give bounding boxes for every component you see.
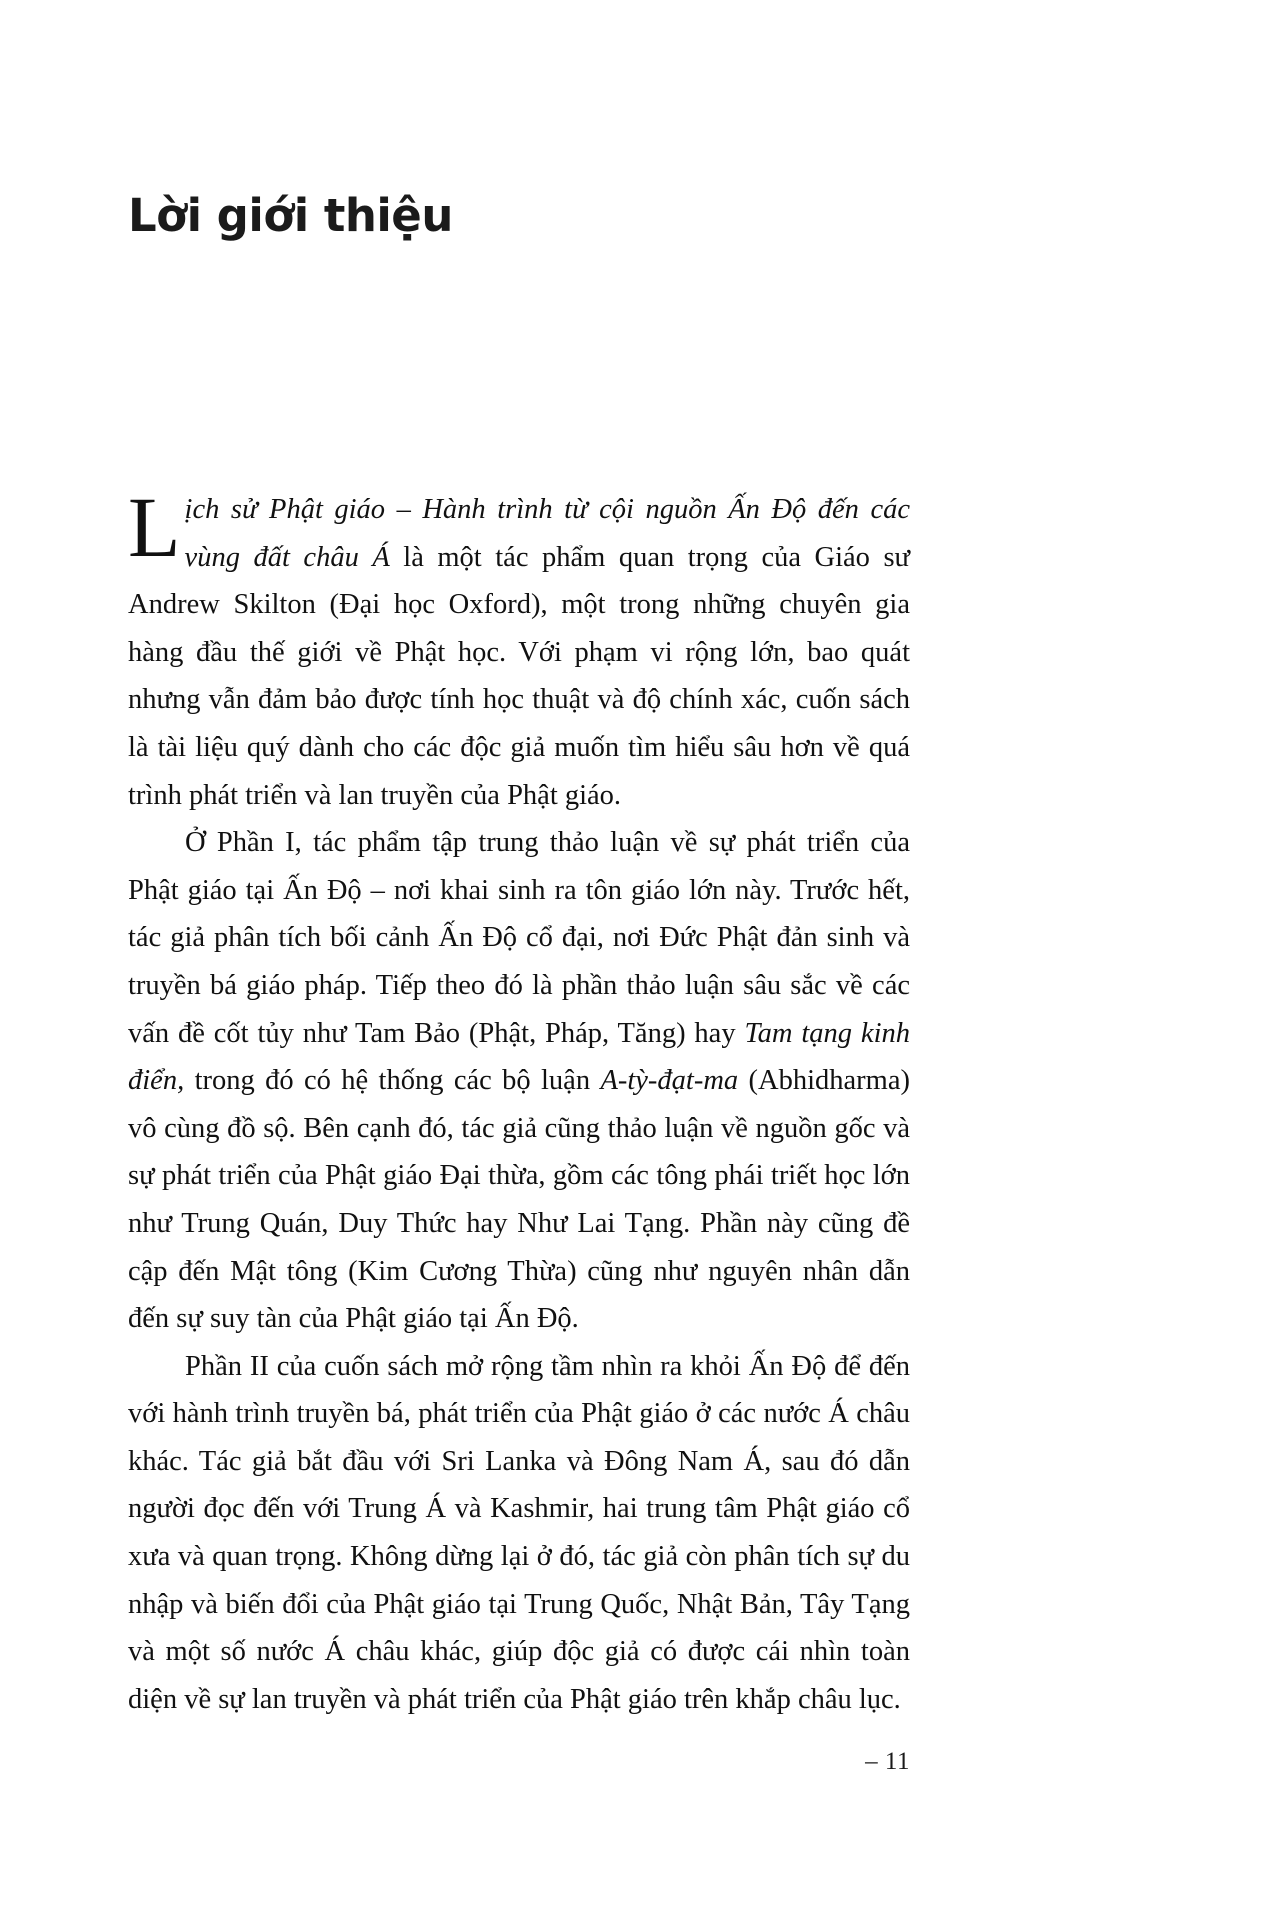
paragraph-2-segment-2: trong đó có hệ thống các bộ luận: [184, 1065, 601, 1097]
paragraph-2-italic-a-ty-dat-ma: A-tỳ-đạt-ma: [600, 1065, 739, 1097]
paragraph-2-segment-3: (Abhidharma) vô cùng đồ sộ. Bên cạnh đó, tác giả cũng thảo luận về nguồn gốc và sự phát triển của Phật giáo Đại thừa, gồm các tông phái triết học lớn như Trung Quán, Duy Thức hay Như Lai Tạng. Phần này cũng đề cập đến Mật tông (Kim Cương Thừa) cũng như nguyên nhân dẫn đến sự suy tàn của Phật giáo tại Ấn Độ.: [128, 1065, 910, 1335]
page-content: [128, 0, 910, 1922]
paragraph-3-text: Phần II của cuốn sách mở rộng tầm nhìn ra khỏi Ấn Độ để đến với hành trình truyền bá, phát triển của Phật giáo ở các nước Á châu khác. Tác giả bắt đầu với Sri Lanka và Đông Nam Á, sau đó dẫn người đọc đến với Trung Á và Kashmir, hai trung tâm Phật giáo cổ xưa và quan trọng. Không dừng lại ở đó, tác giả còn phân tích sự du nhập và biến đổi của Phật giáo tại Trung Quốc, Nhật Bản, Tây Tạng và một số nước Á châu khác, giúp độc giả có được cái nhìn toàn diện về sự lan truyền và phát triển của Phật giáo trên khắp châu lục.: [128, 1350, 910, 1715]
page-title: Lời giới thiệu: [128, 189, 453, 243]
paragraph-2: [128, 819, 910, 1343]
drop-cap: L: [128, 479, 181, 575]
paragraph-2-segment-1: Ở Phần I, tác phẩm tập trung thảo luận về sự phát triển của Phật giáo tại Ấn Độ – nơi khai sinh ra tôn giáo lớn này. Trước hết, tác giả phân tích bối cảnh Ấn Độ cổ đại, nơi Đức Phật đản sinh và truyền bá giáo pháp. Tiếp theo đó là phần thảo luận sâu sắc về các vấn đề cốt tủy như Tam Bảo (Phật, Pháp, Tăng) hay: [128, 827, 910, 1049]
paragraph-1-lead-italic: ịch sử Phật giáo – Hành trình từ cội nguồn Ấn Độ đến các vùng đất châu Á: [184, 494, 910, 573]
paragraph-3: [128, 1343, 910, 1724]
paragraph-1-rest: là một tác phẩm quan trọng của Giáo sư Andrew Skilton (Đại học Oxford), một trong những chuyên gia hàng đầu thế giới về Phật học. Với phạm vi rộng lớn, bao quát nhưng vẫn đảm bảo được tính học thuật và độ chính xác, cuốn sách là tài liệu quý dành cho các độc giả muốn tìm hiểu sâu hơn về quá trình phát triển và lan truyền của Phật giáo.: [128, 541, 910, 811]
paragraph-1: [128, 479, 910, 819]
body-text: [128, 479, 910, 1723]
paragraph-2-italic-tam-tang-kinh-dien: Tam tạng kinh điển,: [128, 1017, 910, 1097]
page-number: – 11: [865, 1748, 910, 1775]
